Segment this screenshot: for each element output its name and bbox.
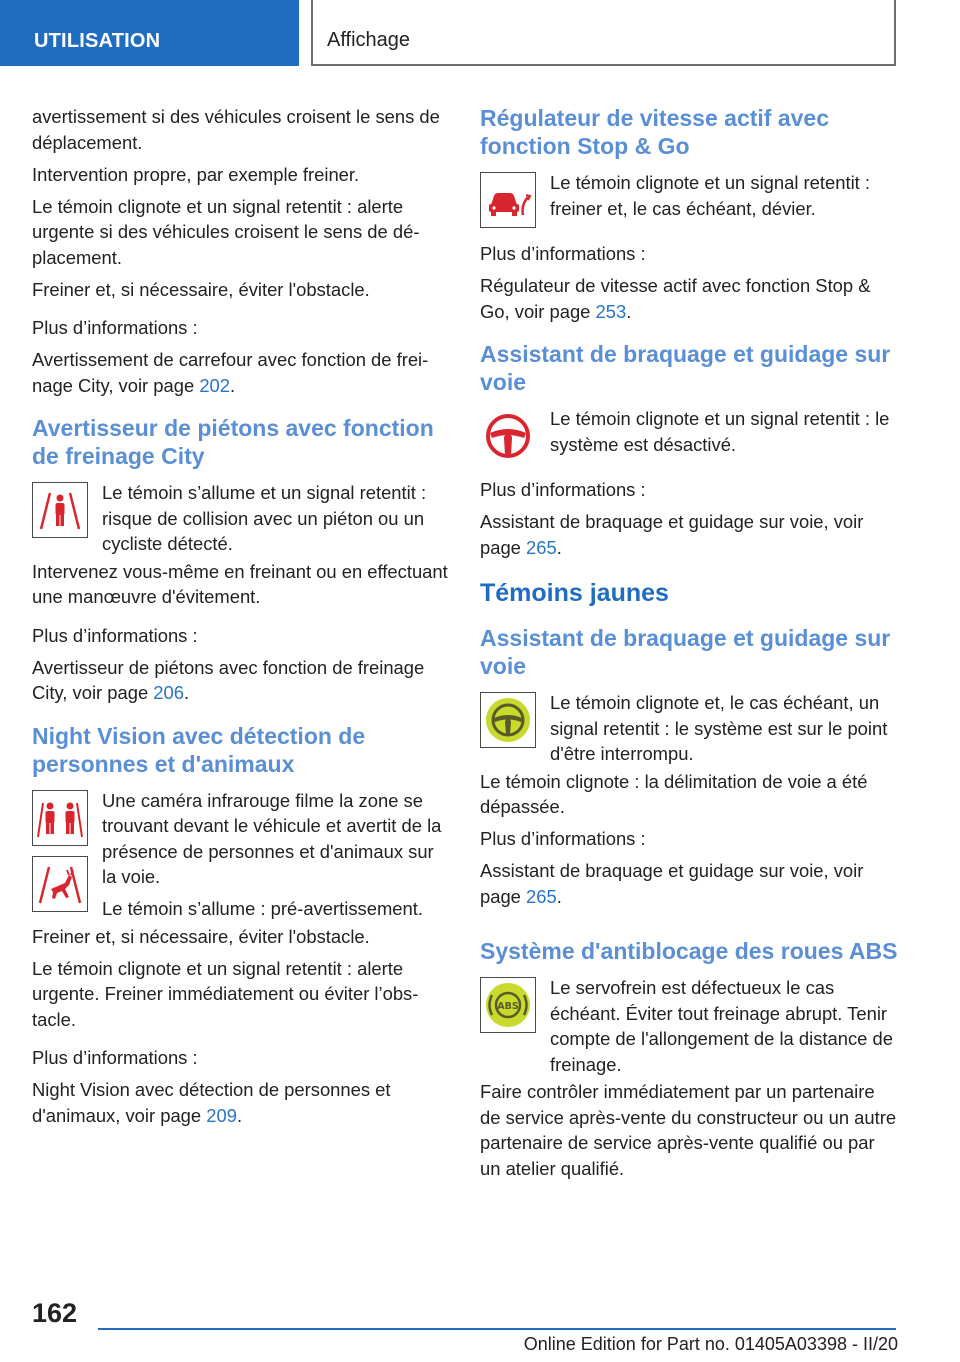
- night-vision-more-info: Plus d’informations :: [32, 1047, 198, 1068]
- acc-icon-row: [480, 170, 900, 228]
- night-vision-icon-stack: [32, 788, 88, 922]
- intro-more-info: Plus d’informations :: [32, 317, 198, 338]
- acc-heading: Régulateur de vitesse actif avec fonction Stop & Go: [480, 105, 829, 159]
- abs-paragraph: Faire contrôler immédiatement par un partenaire de service après-vente du constructeur ou un autre partenaire de service après-vente qualifié ou par un atelier qualifié.: [480, 1081, 897, 1179]
- intro-paragraph-3: Le témoin clignote et un signal retentit : alerte urgente si des véhicules croisent le sens de déplacement.: [32, 195, 420, 268]
- acc-reference-text: Régulateur de vitesse actif avec fonction Stop & Go, voir page: [480, 275, 871, 322]
- header-chapter-box: [311, 0, 896, 66]
- steering-yellow-paragraph: Le témoin clignote : la délimitation de voie a été dépassée.: [480, 770, 868, 817]
- footer-edition: Online Edition for Part no. 01405A03398 - II/20: [523, 1334, 898, 1354]
- header-section-tab: [0, 0, 299, 66]
- pedestrian-icon-row: [32, 480, 452, 557]
- pedestrian-heading: Avertisseur de piétons avec fonction de freinage City: [32, 415, 434, 469]
- left-column: [32, 104, 452, 1135]
- car-collision-warning-icon: [480, 172, 536, 228]
- steering-yellow-more-info: Plus d’informations :: [480, 828, 646, 849]
- night-vision-icon-row: [32, 788, 452, 922]
- night-vision-reference: Night Vision avec détection de personnes et d'animaux, voir page 209.: [32, 1079, 391, 1126]
- right-column: [480, 104, 900, 1188]
- steering-yellow-heading: Assistant de braquage et guidage sur voie: [480, 625, 891, 679]
- acc-more-info: Plus d’informations :: [480, 243, 646, 264]
- intro-paragraph-2: Intervention propre, par exemple freiner.: [32, 163, 360, 185]
- acc-reference: Régulateur de vitesse actif avec fonction Stop & Go, voir page 253.: [480, 275, 871, 322]
- acc-page-link[interactable]: 253: [595, 300, 627, 322]
- footer-divider: [98, 1328, 896, 1330]
- night-vision-icon-text-2: Le témoin s’allume : pré-avertissement.: [102, 898, 423, 919]
- steering-red-more-info: Plus d’informations :: [480, 479, 646, 500]
- steering-yellow-icon-text: Le témoin clignote et, le cas échéant, un signal retentit : le système est sur le point d'être interrompu.: [550, 692, 888, 764]
- abs-heading: Système d'antiblocage des roues ABS: [480, 938, 898, 964]
- night-vision-icon-text: Une caméra infrarouge filme la zone se trouvant devant le véhicule et avertit de la présence de personnes et d'animaux sur la voie.: [102, 789, 442, 887]
- intro-paragraph-4: Freiner et, si nécessaire, éviter l'obstacle.: [32, 278, 370, 300]
- pedestrian-page-link[interactable]: 206: [153, 682, 184, 703]
- night-vision-paragraph-2: Le témoin clignote et un signal retentit : alerte urgente. Freiner immédiatement ou éviter l’obstacle.: [32, 957, 419, 1030]
- steering-red-icon-text: Le témoin clignote et un signal retentit : le système est désactivé.: [550, 408, 890, 455]
- steering-yellow-reference-text: Assistant de braquage et guidage sur voie, voir page: [480, 860, 864, 907]
- header-chapter-label: Affichage: [327, 29, 411, 51]
- intro-reference: Avertissement de carrefour avec fonction de freinage City, voir page 202.: [32, 349, 429, 396]
- steering-yellow-reference: Assistant de braquage et guidage sur voie, voir page 265.: [480, 860, 864, 907]
- steering-yellow-icon-row: [480, 690, 900, 767]
- night-vision-page-link[interactable]: 209: [206, 1104, 237, 1126]
- steering-red-icon-row: [480, 406, 900, 464]
- pedestrian-warning-icon: [32, 482, 88, 538]
- pedestrian-icon-text: Le témoin s’allume et un signal retentit : risque de collision avec un piéton ou un cycliste détecté.: [102, 482, 427, 554]
- pedestrian-paragraph: Intervenez vous-même en freinant ou en effectuant une manœuvre d'évitement.: [32, 560, 448, 607]
- pedestrian-reference: Avertisseur de piétons avec fonction de freinage City, voir page 206.: [32, 656, 425, 703]
- steering-wheel-yellow-icon: [480, 692, 536, 748]
- intro-paragraph-1: avertissement si des véhicules croisent le sens de déplacement.: [32, 106, 440, 153]
- night-vision-animal-icon: [32, 856, 88, 912]
- header-section-label: UTILISATION: [34, 30, 161, 52]
- pedestrian-reference-text: Avertisseur de piétons avec fonction de freinage City, voir page: [32, 656, 425, 703]
- pedestrian-more-info: Plus d’informations :: [32, 624, 198, 646]
- yellow-lights-heading: Témoins jaunes: [480, 579, 669, 607]
- abs-warning-icon: [480, 977, 536, 1033]
- steering-red-page-link[interactable]: 265: [526, 536, 557, 558]
- steering-red-reference-text: Assistant de braquage et guidage sur voie, voir page: [480, 511, 864, 558]
- steering-wheel-red-icon: [480, 408, 536, 464]
- night-vision-heading: Night Vision avec détection de personnes et d'animaux: [32, 722, 366, 777]
- page-number: 162: [32, 1298, 78, 1328]
- steering-red-reference: Assistant de braquage et guidage sur voie, voir page 265.: [480, 511, 864, 558]
- abs-icon-label: ABS: [497, 1001, 519, 1012]
- night-vision-reference-text: Night Vision avec détection de personnes et d'animaux, voir page: [32, 1079, 391, 1126]
- intro-reference-text: Avertissement de carrefour avec fonction de freinage City, voir page: [32, 349, 429, 396]
- steering-red-heading: Assistant de braquage et guidage sur voie: [480, 341, 891, 395]
- abs-icon-row: [480, 975, 900, 1077]
- night-vision-paragraph-1: Freiner et, si nécessaire, éviter l'obstacle.: [32, 925, 370, 947]
- acc-icon-text: Le témoin clignote et un signal retentit : freiner et, le cas échéant, dévier.: [550, 172, 870, 219]
- abs-icon-text: Le servofrein est défectueux le cas échéant. Éviter tout freinage abrupt. Tenir compte de l'allongement de la distance de freinage.: [550, 977, 893, 1075]
- steering-yellow-page-link[interactable]: 265: [526, 885, 557, 907]
- night-vision-persons-icon: [32, 790, 88, 846]
- intro-page-link[interactable]: 202: [199, 374, 230, 396]
